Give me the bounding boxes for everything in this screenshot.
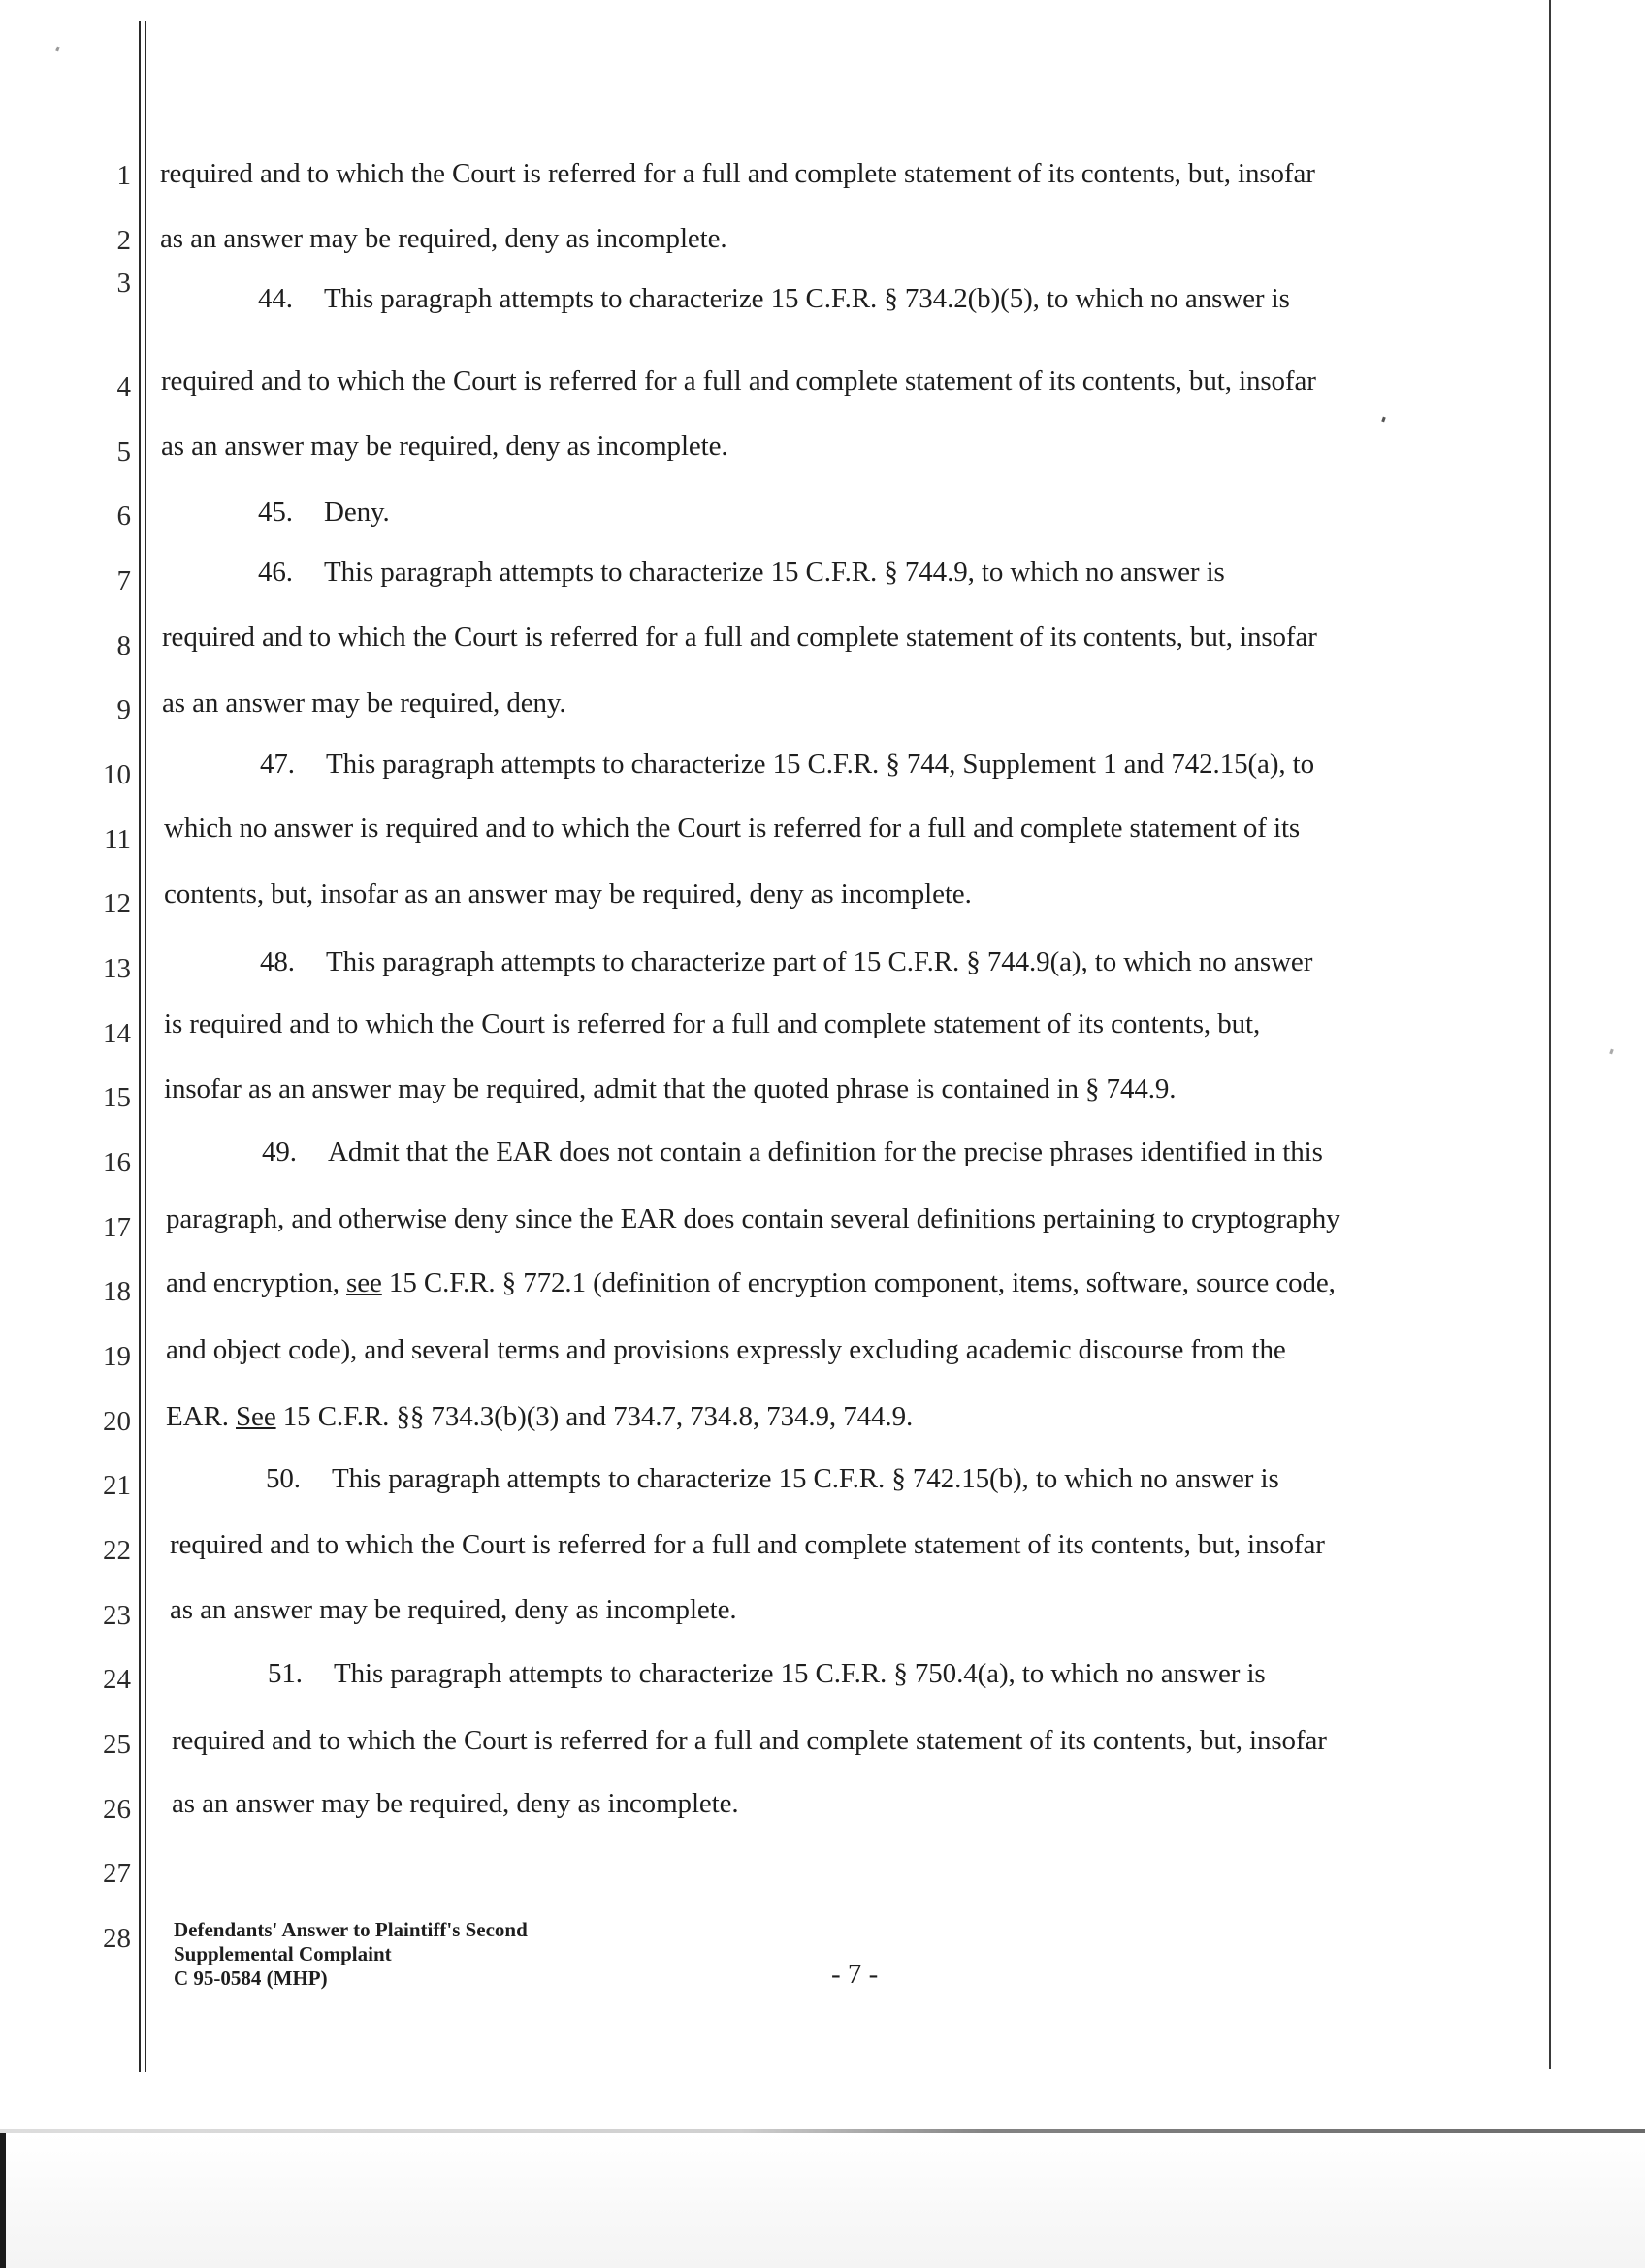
text-segment: and encryption,: [166, 1267, 347, 1298]
line-number: 21: [103, 1470, 131, 1501]
text-line: and object code), and several terms and provisions expressly excluding academic discourse from the: [166, 1334, 1286, 1365]
paragraph-number: 46.: [258, 557, 293, 588]
line-number: 11: [104, 824, 131, 855]
line-number: 9: [116, 694, 131, 725]
text-line: required and to which the Court is referred for a full and complete statement of its contents, but, insofar: [161, 366, 1316, 397]
line-number: 13: [103, 953, 131, 984]
line-number: 22: [103, 1535, 131, 1566]
text-line: is required and to which the Court is referred for a full and complete statement of its contents, but,: [164, 1008, 1261, 1039]
paragraph-text: Deny.: [324, 496, 390, 527]
footer-caption-title: Defendants' Answer to Plaintiff's Second: [174, 1918, 528, 1941]
paragraph-50-line: [266, 1462, 1279, 1495]
paragraph-text: This paragraph attempts to characterize 15 C.F.R. § 744, Supplement 1 and 742.15(a), to: [326, 749, 1315, 780]
line-number: 18: [103, 1276, 131, 1307]
line-number: 10: [103, 759, 131, 790]
text-line: required and to which the Court is referred for a full and complete statement of its contents, but, insofar: [170, 1529, 1325, 1560]
paragraph-text: This paragraph attempts to characterize 15 C.F.R. § 742.15(b), to which no answer is: [332, 1463, 1279, 1494]
paragraph-46-line: [258, 556, 1225, 589]
line-number: 4: [116, 371, 131, 402]
paragraph-51-line: [268, 1657, 1266, 1690]
line-number: 24: [103, 1664, 131, 1695]
line-number: 17: [103, 1212, 131, 1243]
footer-caption-subtitle: Supplemental Complaint: [174, 1942, 392, 1965]
line-number: 15: [103, 1082, 131, 1113]
paragraph-number: 49.: [262, 1136, 297, 1167]
scan-speck: [55, 47, 60, 52]
line-number: 5: [116, 436, 131, 467]
text-line: required and to which the Court is referred for a full and complete statement of its contents, but, insofar: [160, 158, 1315, 189]
line-number: 14: [103, 1018, 131, 1049]
text-line: insofar as an answer may be required, admit that the quoted phrase is contained in § 744.9.: [164, 1073, 1177, 1104]
paragraph-text: This paragraph attempts to characterize part of 15 C.F.R. § 744.9(a), to which no answer: [326, 946, 1313, 977]
line-number: 27: [103, 1858, 131, 1889]
scan-speck: [1609, 1049, 1614, 1055]
page-number: - 7 -: [831, 1959, 879, 1990]
scanner-background: [0, 2133, 1645, 2268]
left-margin-rule-outer: [139, 21, 141, 2072]
line-number: 16: [103, 1147, 131, 1178]
text-segment: 15 C.F.R. § 772.1 (definition of encryption component, items, software, source code,: [381, 1267, 1336, 1298]
paragraph-47-line: [260, 748, 1314, 781]
line-number: 20: [103, 1406, 131, 1437]
text-line: which no answer is required and to which the Court is referred for a full and complete statement of its: [164, 813, 1301, 844]
paragraph-text: Admit that the EAR does not contain a definition for the precise phrases identified in this: [328, 1136, 1323, 1167]
line-number: 23: [103, 1600, 131, 1631]
left-margin-rule-inner: [145, 21, 146, 2072]
paragraph-number: 45.: [258, 496, 293, 527]
line-number: 8: [116, 630, 131, 661]
line-number: 1: [116, 160, 131, 191]
paragraph-text: This paragraph attempts to characterize 15 C.F.R. § 750.4(a), to which no answer is: [334, 1658, 1266, 1689]
text-line-with-citation: [166, 1266, 1336, 1299]
text-segment: EAR.: [166, 1401, 237, 1432]
text-line: as an answer may be required, deny as incomplete.: [161, 431, 728, 462]
paragraph-44-line: [258, 282, 1290, 315]
scan-speck: [1381, 417, 1386, 423]
line-number: 28: [103, 1923, 131, 1954]
text-segment: 15 C.F.R. §§ 734.3(b)(3) and 734.7, 734.8, 734.9, 744.9.: [275, 1401, 914, 1432]
paragraph-number: 51.: [268, 1658, 303, 1689]
line-number: 2: [116, 225, 131, 256]
see-signal-underlined: See: [236, 1401, 276, 1432]
paragraph-number: 47.: [260, 749, 295, 780]
line-number: 26: [103, 1794, 131, 1825]
paragraph-text: This paragraph attempts to characterize 15 C.F.R. § 744.9, to which no answer is: [324, 557, 1225, 588]
text-line: required and to which the Court is referred for a full and complete statement of its contents, but, insofar: [162, 622, 1317, 653]
line-number: 25: [103, 1729, 131, 1760]
paragraph-48-line: [260, 945, 1312, 978]
footer-case-number: C 95-0584 (MHP): [174, 1966, 328, 1990]
line-number: 6: [116, 500, 131, 531]
paragraph-number: 48.: [260, 946, 295, 977]
see-signal-underlined: see: [346, 1267, 382, 1298]
text-line: contents, but, insofar as an answer may be required, deny as incomplete.: [164, 878, 972, 910]
paragraph-45-line: [258, 495, 390, 528]
line-number: 3: [116, 268, 131, 299]
text-line: required and to which the Court is referred for a full and complete statement of its contents, but, insofar: [172, 1725, 1327, 1756]
scanner-edge-bar: [0, 2133, 6, 2268]
text-line: as an answer may be required, deny as incomplete.: [170, 1594, 737, 1625]
right-margin-rule: [1549, 0, 1551, 2069]
text-line: as an answer may be required, deny as incomplete.: [160, 223, 727, 254]
line-number: 19: [103, 1341, 131, 1372]
text-line: as an answer may be required, deny.: [162, 687, 566, 719]
text-line: paragraph, and otherwise deny since the EAR does contain several definitions pertaining to cryptography: [166, 1203, 1340, 1234]
paragraph-49-line: [262, 1135, 1323, 1168]
paragraph-number: 44.: [258, 283, 293, 314]
footer-case-caption: [174, 1918, 528, 1991]
paragraph-number: 50.: [266, 1463, 301, 1494]
line-number: 7: [116, 565, 131, 596]
line-number: 12: [103, 888, 131, 919]
text-line-with-citation: [166, 1400, 913, 1433]
paragraph-text: This paragraph attempts to characterize 15 C.F.R. § 734.2(b)(5), to which no answer is: [324, 283, 1290, 314]
text-line: as an answer may be required, deny as incomplete.: [172, 1788, 739, 1819]
